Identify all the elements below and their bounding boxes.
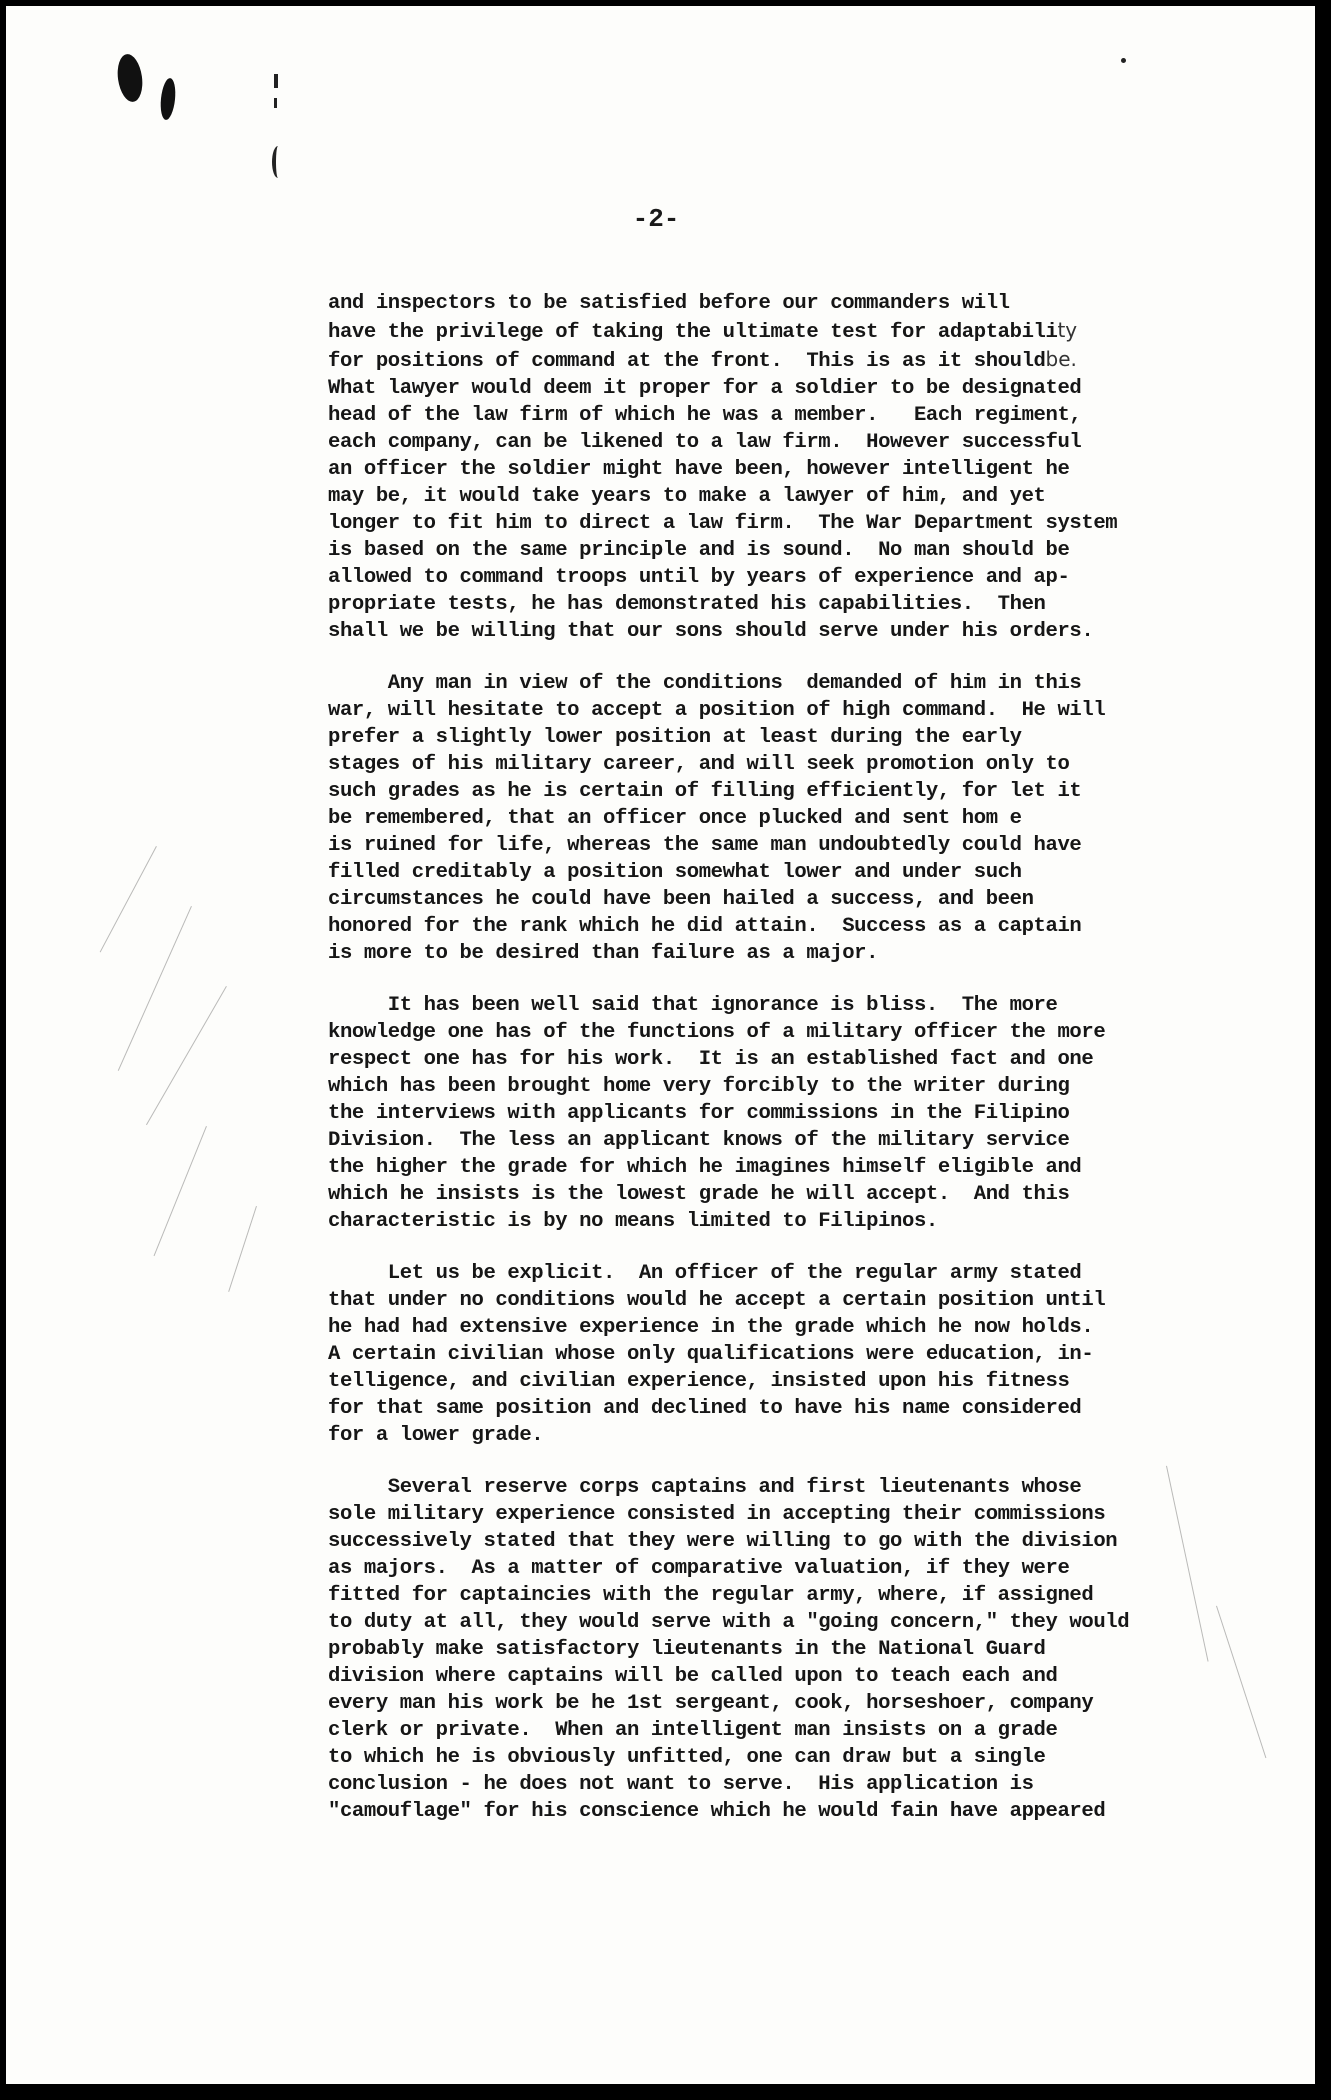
text-line <box>328 456 1288 483</box>
typed-text: division where captains will be called upon to teach each and <box>328 1665 1058 1688</box>
typed-text: which has been brought home very forcibly to the writer during <box>328 1075 1070 1098</box>
typed-text: stages of his military career, and will seek promotion only to <box>328 753 1070 776</box>
typed-text: honored for the rank which he did attain. Success as a captain <box>328 915 1082 938</box>
text-line <box>328 886 1288 913</box>
text-line <box>328 751 1288 778</box>
ink-mark <box>272 146 284 178</box>
text-line <box>328 1314 1288 1341</box>
typed-text: clerk or private. When an intelligent man insists on a grade <box>328 1719 1058 1742</box>
typed-text: to which he is obviously unfitted, one can draw but a single <box>328 1746 1046 1769</box>
text-line <box>328 618 1288 645</box>
typed-text: fitted for captaincies with the regular army, where, if assigned <box>328 1584 1094 1607</box>
text-line <box>328 832 1288 859</box>
typed-text: respect one has for his work. It is an established fact and one <box>328 1048 1094 1071</box>
text-line <box>328 1395 1288 1422</box>
typed-text: Division. The less an applicant knows of the military service <box>328 1129 1070 1152</box>
text-line <box>328 1019 1288 1046</box>
typed-text: shall we be willing that our sons should serve under his orders. <box>328 620 1094 643</box>
ink-mark <box>1121 58 1126 63</box>
paragraph <box>328 290 1288 645</box>
text-line <box>328 564 1288 591</box>
typed-text: every man his work be he 1st sergeant, cook, horseshoer, company <box>328 1692 1094 1715</box>
paragraph <box>328 670 1288 967</box>
typed-text: may be, it would take years to make a lawyer of him, and yet <box>328 485 1046 508</box>
typed-text: to duty at all, they would serve with a "going concern," they would <box>328 1611 1130 1634</box>
text-line <box>328 591 1288 618</box>
document-page <box>6 6 1315 2086</box>
text-line <box>328 1474 1288 1501</box>
page-number: -2- <box>632 204 680 234</box>
text-line <box>328 1100 1288 1127</box>
text-line <box>328 992 1288 1019</box>
text-line <box>328 537 1288 564</box>
text-line <box>328 1609 1288 1636</box>
typed-text: he had had extensive experience in the grade which he now holds. <box>328 1316 1094 1339</box>
text-line <box>328 1717 1288 1744</box>
text-line <box>328 1368 1288 1395</box>
typed-text: longer to fit him to direct a law firm. The War Department system <box>328 512 1118 535</box>
typed-text: Let us be explicit. An officer of the regular army stated <box>328 1262 1082 1285</box>
text-line <box>328 1287 1288 1314</box>
ink-mark <box>274 74 278 88</box>
paragraph <box>328 1260 1288 1449</box>
text-line <box>328 1422 1288 1449</box>
typed-text: an officer the soldier might have been, however intelligent he <box>328 458 1070 481</box>
typed-text: circumstances he could have been hailed a success, and been <box>328 888 1034 911</box>
typed-text: prefer a slightly lower position at least during the early <box>328 726 1022 749</box>
text-line <box>328 805 1288 832</box>
typed-text: as majors. As a matter of comparative valuation, if they were <box>328 1557 1070 1580</box>
text-line <box>328 1208 1288 1235</box>
text-line <box>328 1798 1288 1825</box>
text-line <box>328 1771 1288 1798</box>
typed-text: allowed to command troops until by years of experience and ap- <box>328 566 1070 589</box>
scan-border <box>1317 0 1331 2100</box>
typed-text: head of the law firm of which he was a member. Each regiment, <box>328 404 1082 427</box>
typed-text: be remembered, that an officer once plucked and sent hom e <box>328 807 1022 830</box>
typed-text: What lawyer would deem it proper for a soldier to be designated <box>328 377 1082 400</box>
text-line <box>328 317 1288 346</box>
scan-border <box>0 2084 1331 2100</box>
typed-text: telligence, and civilian experience, insisted upon his fitness <box>328 1370 1070 1393</box>
bleed-through-mark <box>100 846 157 952</box>
typed-text: A certain civilian whose only qualifications were education, in- <box>328 1343 1094 1366</box>
typed-text: propriate tests, he has demonstrated his capabilities. Then <box>328 593 1046 616</box>
text-line <box>328 290 1288 317</box>
text-line <box>328 1181 1288 1208</box>
text-line <box>328 483 1288 510</box>
typed-text: and inspectors to be satisfied before our commanders will <box>328 292 1010 315</box>
text-line <box>328 375 1288 402</box>
text-line <box>328 1501 1288 1528</box>
typed-text: knowledge one has of the functions of a military officer the more <box>328 1021 1106 1044</box>
text-line <box>328 913 1288 940</box>
text-line <box>328 697 1288 724</box>
paragraph <box>328 992 1288 1235</box>
typed-text: each company, can be likened to a law firm. However successful <box>328 431 1082 454</box>
text-line <box>328 510 1288 537</box>
text-line <box>328 1744 1288 1771</box>
handwritten-annotation: be. <box>1045 347 1077 371</box>
typed-text: It has been well said that ignorance is bliss. The more <box>328 994 1058 1017</box>
text-line <box>328 1528 1288 1555</box>
bleed-through-mark <box>146 986 227 1125</box>
text-line <box>328 1582 1288 1609</box>
typed-text: is ruined for life, whereas the same man undoubtedly could have <box>328 834 1082 857</box>
text-line <box>328 859 1288 886</box>
text-line <box>328 1154 1288 1181</box>
typed-text: Several reserve corps captains and first lieutenants whose <box>328 1476 1082 1499</box>
text-line <box>328 1046 1288 1073</box>
bleed-through-mark <box>228 1206 257 1292</box>
typed-text: is based on the same principle and is sound. No man should be <box>328 539 1070 562</box>
typed-text: probably make satisfactory lieutenants in the National Guard <box>328 1638 1046 1661</box>
typed-text: for positions of command at the front. This is as it should <box>328 350 1046 373</box>
text-line <box>328 1073 1288 1100</box>
typed-text: such grades as he is certain of filling efficiently, for let it <box>328 780 1082 803</box>
bleed-through-mark <box>154 1126 207 1256</box>
ink-blot <box>115 53 145 104</box>
typed-text: "camouflage" for his conscience which he would fain have appeared <box>328 1800 1106 1823</box>
text-line <box>328 1260 1288 1287</box>
typed-text: war, will hesitate to accept a position of high command. He will <box>328 699 1106 722</box>
text-line <box>328 1663 1288 1690</box>
text-line <box>328 940 1288 967</box>
ink-blot <box>159 77 177 120</box>
typed-text: conclusion - he does not want to serve. His application is <box>328 1773 1034 1796</box>
typed-text: sole military experience consisted in accepting their commissions <box>328 1503 1106 1526</box>
text-line <box>328 1690 1288 1717</box>
text-line <box>328 429 1288 456</box>
text-line <box>328 1555 1288 1582</box>
body-text <box>328 290 1288 1850</box>
typed-text: for that same position and declined to have his name considered <box>328 1397 1082 1420</box>
text-line <box>328 670 1288 697</box>
typed-text: characteristic is by no means limited to Filipinos. <box>328 1210 938 1233</box>
paragraph <box>328 1474 1288 1825</box>
text-line <box>328 346 1288 375</box>
text-line <box>328 1636 1288 1663</box>
text-line <box>328 1127 1288 1154</box>
typed-text: filled creditably a position somewhat lower and under such <box>328 861 1022 884</box>
typed-text: successively stated that they were willing to go with the division <box>328 1530 1118 1553</box>
text-line <box>328 1341 1288 1368</box>
typed-text: the interviews with applicants for commissions in the Filipino <box>328 1102 1070 1125</box>
typed-text: that under no conditions would he accept a certain position until <box>328 1289 1106 1312</box>
typed-text: have the privilege of taking the ultimate test for adaptabili <box>328 321 1058 344</box>
typed-text: is more to be desired than failure as a major. <box>328 942 879 965</box>
text-line <box>328 724 1288 751</box>
text-line <box>328 402 1288 429</box>
text-line <box>328 778 1288 805</box>
typed-text: for a lower grade. <box>328 1424 544 1447</box>
ink-mark <box>274 98 277 108</box>
bleed-through-mark <box>118 906 192 1071</box>
handwritten-annotation: ty <box>1057 318 1078 342</box>
typed-text: the higher the grade for which he imagines himself eligible and <box>328 1156 1082 1179</box>
typed-text: which he insists is the lowest grade he will accept. And this <box>328 1183 1070 1206</box>
typed-text: Any man in view of the conditions demanded of him in this <box>328 672 1082 695</box>
